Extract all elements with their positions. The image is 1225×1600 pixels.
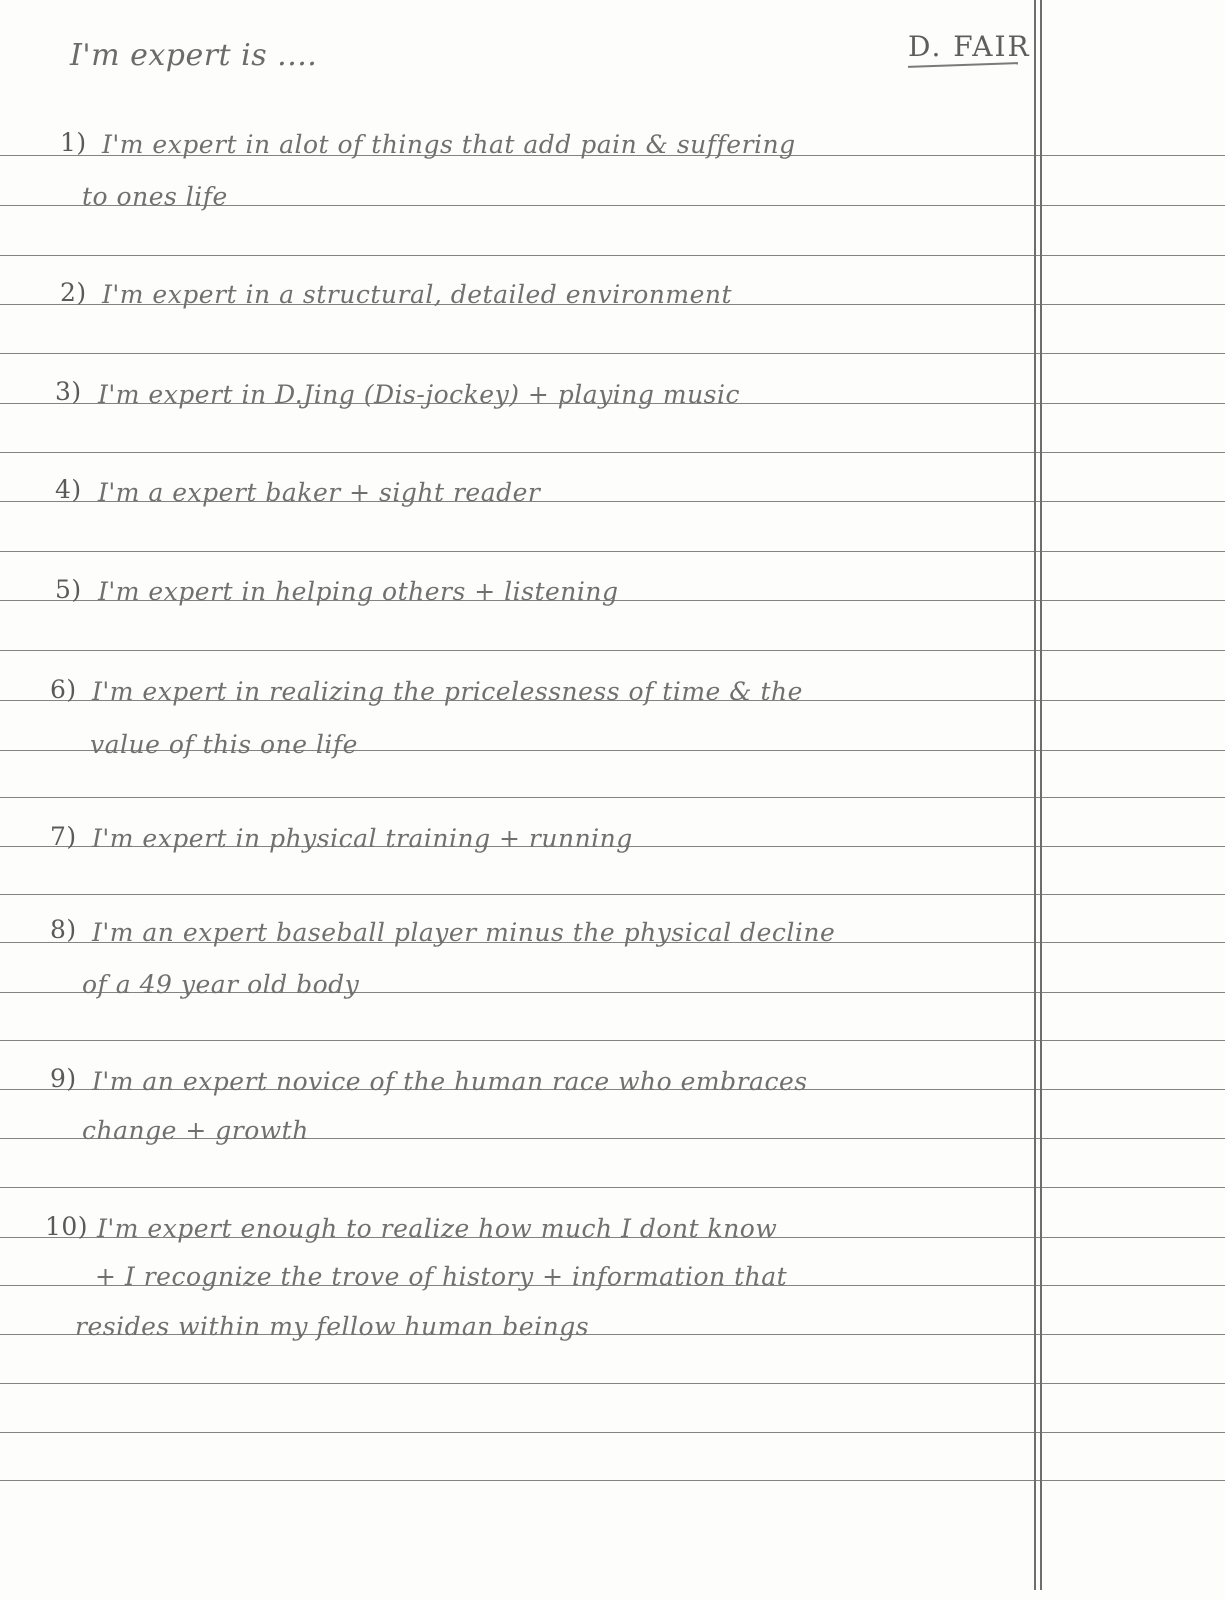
item-text-line: value of this one life: [90, 730, 358, 759]
item-text-line: I'm expert in realizing the pricelessness of time & the: [92, 677, 803, 706]
item-text-line: of a 49 year old body: [82, 970, 360, 999]
item-text-line: I'm expert in helping others + listening: [98, 577, 619, 606]
item-text-line: change + growth: [82, 1116, 309, 1145]
item-text-line: I'm expert in alot of things that add pain & suffering: [102, 130, 796, 159]
item-number: 2): [60, 278, 87, 307]
author-name: D. FAIR: [908, 30, 1031, 63]
item-text-line: resides within my fellow human beings: [75, 1312, 590, 1341]
item-text-line: I'm a expert baker + sight reader: [98, 478, 541, 507]
item-text-line: I'm expert in a structural, detailed environment: [102, 280, 733, 309]
margin-line-left: [1034, 0, 1036, 1590]
item-text-line: I'm an expert baseball player minus the physical decline: [92, 918, 836, 947]
item-number: 9): [50, 1064, 77, 1093]
item-text-line: I'm an expert novice of the human race who embraces: [92, 1067, 808, 1096]
item-number: 3): [55, 377, 82, 406]
item-text-line: I'm expert in D.Jing (Dis-jockey) + playing music: [98, 380, 740, 409]
item-number: 4): [55, 475, 82, 504]
item-number: 6): [50, 675, 77, 704]
item-text-line: I'm expert enough to realize how much I dont know: [97, 1214, 778, 1243]
item-number: 5): [55, 575, 82, 604]
item-number: 10): [45, 1212, 89, 1241]
page-title: I'm expert is ....: [70, 38, 318, 73]
item-text-line: to ones life: [82, 182, 228, 211]
item-number: 1): [60, 128, 87, 157]
item-text-line: I'm expert in physical training + running: [92, 824, 633, 853]
item-text-line: + I recognize the trove of history + information that: [95, 1262, 788, 1291]
item-number: 8): [50, 915, 77, 944]
margin-line-right: [1040, 0, 1042, 1590]
item-number: 7): [50, 822, 77, 851]
